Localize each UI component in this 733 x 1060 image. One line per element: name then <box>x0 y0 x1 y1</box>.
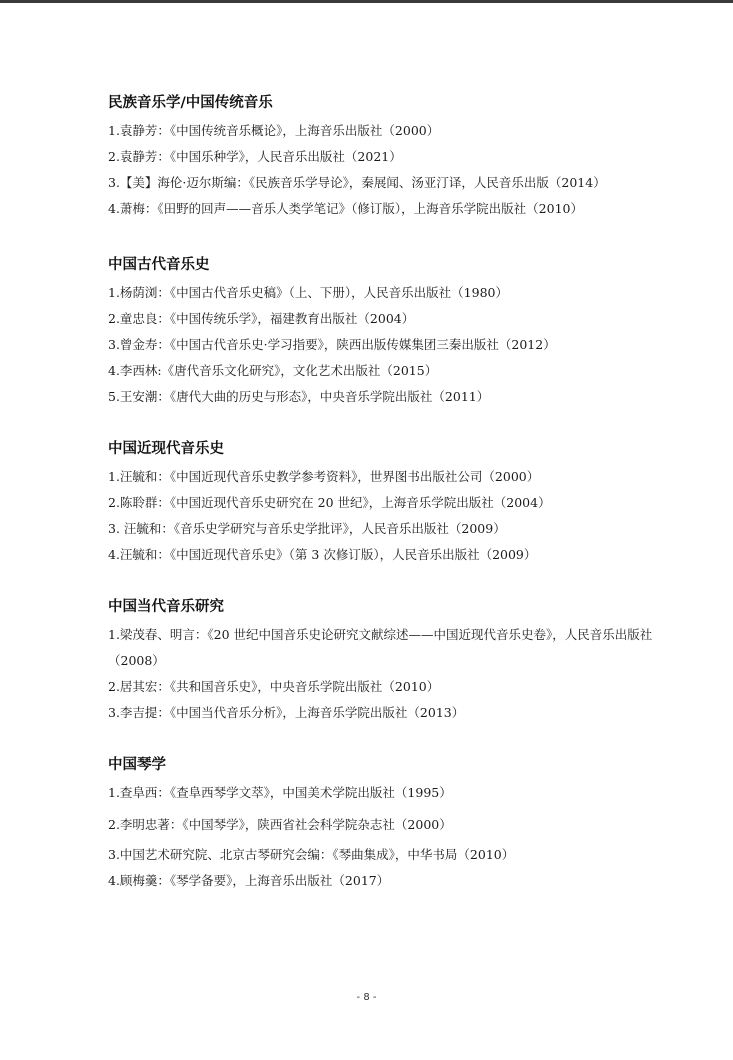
list-item: 3.曾金寿：《中国古代音乐史·学习指要》，陕西出版传媒集团三秦出版社（2012） <box>108 337 556 352</box>
list-item: 3.中国艺术研究院、北京古琴研究会编：《琴曲集成》，中华书局（2010） <box>108 847 515 862</box>
list-item: 2.李明忠著：《中国琴学》，陕西省社会科学院杂志社（2000） <box>108 817 452 832</box>
top-border <box>0 0 733 3</box>
section-spacer <box>108 222 668 254</box>
list-item: 4.汪毓和：《中国近现代音乐史》（第 3 次修订版），人民音乐出版社（2009） <box>108 547 537 562</box>
list-item: 4.顾梅羹：《琴学备要》，上海音乐出版社（2017） <box>108 873 390 888</box>
section-title: 民族音乐学/中国传统音乐 <box>108 95 273 111</box>
section-ancient-music-history <box>108 254 668 410</box>
list-item: 1.杨荫浏：《中国古代音乐史稿》（上、下册），人民音乐出版社（1980） <box>108 285 508 300</box>
list-item: 4.李西林:《唐代音乐文化研究》，文化艺术出版社（2015） <box>108 363 438 378</box>
list-item: 3.【美】海伦·迈尔斯编：《民族音乐学导论》，秦展闻、汤亚汀译，人民音乐出版（2014） <box>108 175 606 190</box>
section-title: 中国古代音乐史 <box>108 257 210 273</box>
list-item: 5.王安潮：《唐代大曲的历史与形态》，中央音乐学院出版社（2011） <box>108 389 490 404</box>
section-spacer <box>108 410 668 438</box>
document-body <box>108 92 668 894</box>
section-modern-music-history <box>108 438 668 568</box>
list-item: 1.袁静芳：《中国传统音乐概论》，上海音乐出版社（2000） <box>108 123 440 138</box>
section-ethnomusicology <box>108 92 668 222</box>
page-number: - 8 - <box>356 992 377 1003</box>
list-item: 2.居其宏：《共和国音乐史》，中央音乐学院出版社（2010） <box>108 679 440 694</box>
section-spacer <box>108 726 668 754</box>
section-qin-studies <box>108 754 668 894</box>
list-item: 1.梁茂春、明言：《20 世纪中国音乐史论研究文献综述——中国近现代音乐史卷》，人民音乐出版社（2008） <box>108 627 653 668</box>
list-item: 1.汪毓和：《中国近现代音乐史教学参考资料》，世界图书出版社公司（2000） <box>108 469 540 484</box>
list-item: 4.萧梅：《田野的回声——音乐人类学笔记》（修订版），上海音乐学院出版社（2010） <box>108 201 583 216</box>
list-item: 2.陈聆群：《中国近现代音乐史研究在 20 世纪》，上海音乐学院出版社（2004） <box>108 495 551 510</box>
section-contemporary-music <box>108 596 668 726</box>
section-title: 中国近现代音乐史 <box>108 441 224 457</box>
list-item: 1.查阜西：《查阜西琴学文萃》，中国美术学院出版社（1995） <box>108 785 452 800</box>
list-item: 2.袁静芳：《中国乐种学》，人民音乐出版社（2021） <box>108 149 402 164</box>
section-title: 中国当代音乐研究 <box>108 599 224 615</box>
list-item: 3.李吉提：《中国当代音乐分析》，上海音乐学院出版社（2013） <box>108 705 465 720</box>
list-item: 2.童忠良：《中国传统乐学》，福建教育出版社（2004） <box>108 311 415 326</box>
section-spacer <box>108 568 668 596</box>
section-title: 中国琴学 <box>108 757 166 773</box>
list-item: 3. 汪毓和：《音乐史学研究与音乐史学批评》，人民音乐出版社（2009） <box>108 521 506 536</box>
